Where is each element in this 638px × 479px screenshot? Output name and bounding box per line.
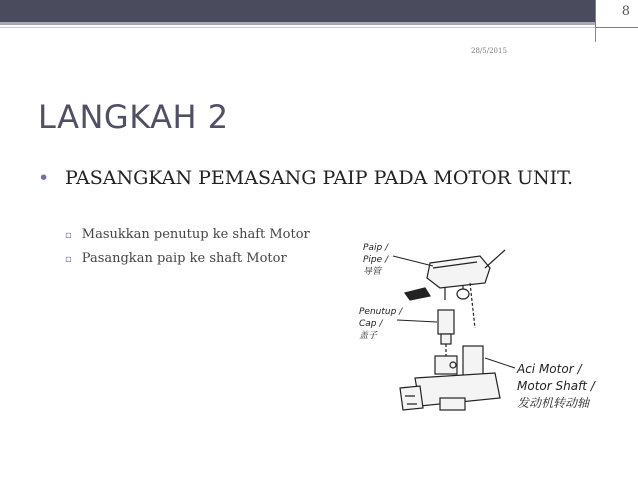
motor-base-part — [400, 346, 500, 410]
cap-label-line: Cap / — [359, 319, 383, 329]
shaft-label — [516, 362, 597, 410]
pipe-label — [363, 243, 389, 277]
top-accent-stripe — [0, 22, 595, 25]
cap-label-line: 盖子 — [359, 331, 378, 341]
pipe-label-line: Paip / — [363, 243, 389, 253]
square-bullet-icon: ▫ — [65, 254, 72, 265]
top-banner — [0, 0, 638, 22]
shaft-label-line: Motor Shaft / — [517, 379, 595, 393]
top-divider — [0, 27, 595, 28]
motor-assembly-diagram — [345, 238, 615, 428]
subbullet-text: Pasangkan paip ke shaft Motor — [81, 251, 287, 266]
bullet-text: PASANGKAN PEMASANG PAIP PADA MOTOR UNIT. — [65, 167, 574, 189]
pipe-part — [405, 250, 505, 328]
bullet-item — [38, 163, 598, 193]
pipe-label-line: Pipe / — [363, 255, 389, 265]
pipe-label-line: 导管 — [363, 267, 382, 277]
shaft-label-line: 发动机转动轴 — [517, 396, 590, 410]
bullet-dot-icon: • — [38, 167, 50, 189]
square-bullet-icon: ▫ — [65, 230, 72, 241]
subbullet-text: Masukkan penutup ke shaft Motor — [81, 227, 310, 242]
subbullet-item — [65, 227, 310, 242]
cap-part — [438, 310, 454, 356]
subbullet-item — [65, 251, 287, 266]
cap-label — [359, 307, 403, 341]
shaft-label-line: Aci Motor / — [517, 362, 582, 376]
page-number-box — [595, 0, 638, 28]
cap-label-line: Penutup / — [359, 307, 403, 317]
page-number: 8 — [621, 4, 630, 19]
slide-date: 28/5/2015 — [471, 47, 507, 55]
slide-title: LANGKAH 2 — [38, 98, 229, 136]
